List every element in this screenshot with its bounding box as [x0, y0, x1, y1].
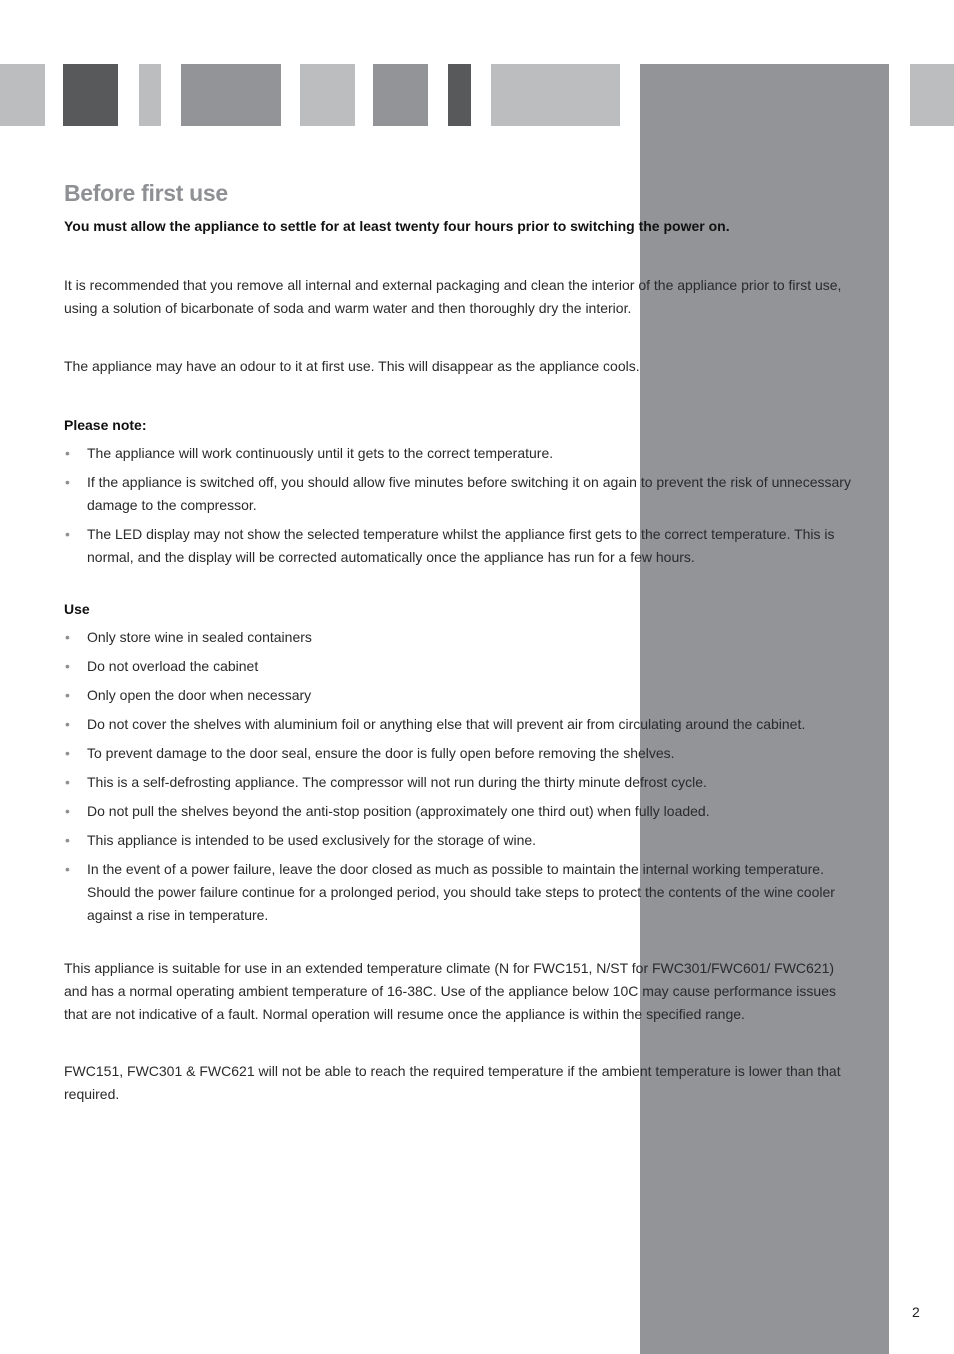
header-bar-1	[0, 64, 45, 126]
bullet-icon: •	[65, 687, 70, 703]
bullet-icon: •	[65, 445, 70, 461]
cleaning-paragraph: It is recommended that you remove all internal and external packaging and clean the interior of the appliance prior to first use, using a solution of bicarbonate of soda and warm water and then thoroughly dry the interior.	[64, 277, 842, 316]
header-bar-8	[491, 64, 620, 126]
header-bar-9	[910, 64, 954, 126]
header-bar-3	[139, 64, 161, 126]
bullet-icon: •	[65, 803, 70, 819]
header-bar-4	[181, 64, 281, 126]
list-item: • If the appliance is switched off, you should allow five minutes before switching it on again to prevent the risk of unnecessary damage to the compressor.	[64, 471, 854, 517]
ambient-paragraph: FWC151, FWC301 & FWC621 will not be able to reach the required temperature if the ambient temperature is lower than that required.	[64, 1063, 841, 1102]
list-item: • Do not cover the shelves with aluminium foil or anything else that will prevent air from circulating around the cabinet.	[64, 713, 854, 736]
header-bar-6	[373, 64, 428, 126]
bullet-icon: •	[65, 861, 70, 877]
bullet-icon: •	[65, 716, 70, 732]
odour-paragraph: The appliance may have an odour to it at first use. This will disappear as the appliance cools.	[64, 358, 640, 374]
bullet-icon: •	[65, 745, 70, 761]
list-item: • Only open the door when necessary	[64, 684, 854, 707]
header-bar-7	[448, 64, 471, 126]
header-bar-2	[63, 64, 118, 126]
please-note-heading: Please note:	[64, 417, 147, 433]
bullet-icon: •	[65, 474, 70, 490]
bullet-icon: •	[65, 526, 70, 542]
header-bar-5	[300, 64, 355, 126]
list-item: • This appliance is intended to be used exclusively for the storage of wine.	[64, 829, 854, 852]
bullet-icon: •	[65, 774, 70, 790]
bullet-icon: •	[65, 832, 70, 848]
please-note-list	[64, 442, 854, 569]
climate-paragraph: This appliance is suitable for use in an extended temperature climate (N for FWC151, N/ST for FWC301/FWC601/ FWC621) and has a normal operating ambient temperature of 16-38C. Use of the appliance below 10C may cause performance issues that are not indicative of a fault. Normal operation will resume once the appliance is within the specified range.	[64, 960, 836, 1022]
use-heading: Use	[64, 601, 90, 617]
list-item: • Only store wine in sealed containers	[64, 626, 854, 649]
list-item: • Do not overload the cabinet	[64, 655, 854, 678]
settle-warning: You must allow the appliance to settle for at least twenty four hours prior to switching the power on.	[64, 218, 730, 234]
list-item: • In the event of a power failure, leave the door closed as much as possible to maintain the internal working temperature. Should the power failure continue for a prolonged period, you should take steps to protect the contents of the wine cooler against a rise in temperature.	[64, 858, 854, 927]
list-item: • This is a self-defrosting appliance. The compressor will not run during the thirty minute defrost cycle.	[64, 771, 854, 794]
page-content	[64, 176, 854, 1106]
use-list	[64, 626, 854, 927]
page-title: Before first use	[64, 180, 228, 206]
list-item: • Do not pull the shelves beyond the anti-stop position (approximately one third out) when fully loaded.	[64, 800, 854, 823]
bullet-icon: •	[65, 629, 70, 645]
list-item: • To prevent damage to the door seal, ensure the door is fully open before removing the shelves.	[64, 742, 854, 765]
list-item: • The appliance will work continuously until it gets to the correct temperature.	[64, 442, 854, 465]
bullet-icon: •	[65, 658, 70, 674]
page-number: 2	[912, 1304, 920, 1320]
list-item: • The LED display may not show the selected temperature whilst the appliance first gets to the correct temperature. This is normal, and the display will be corrected automatically once the appliance has run for a few hours.	[64, 523, 854, 569]
